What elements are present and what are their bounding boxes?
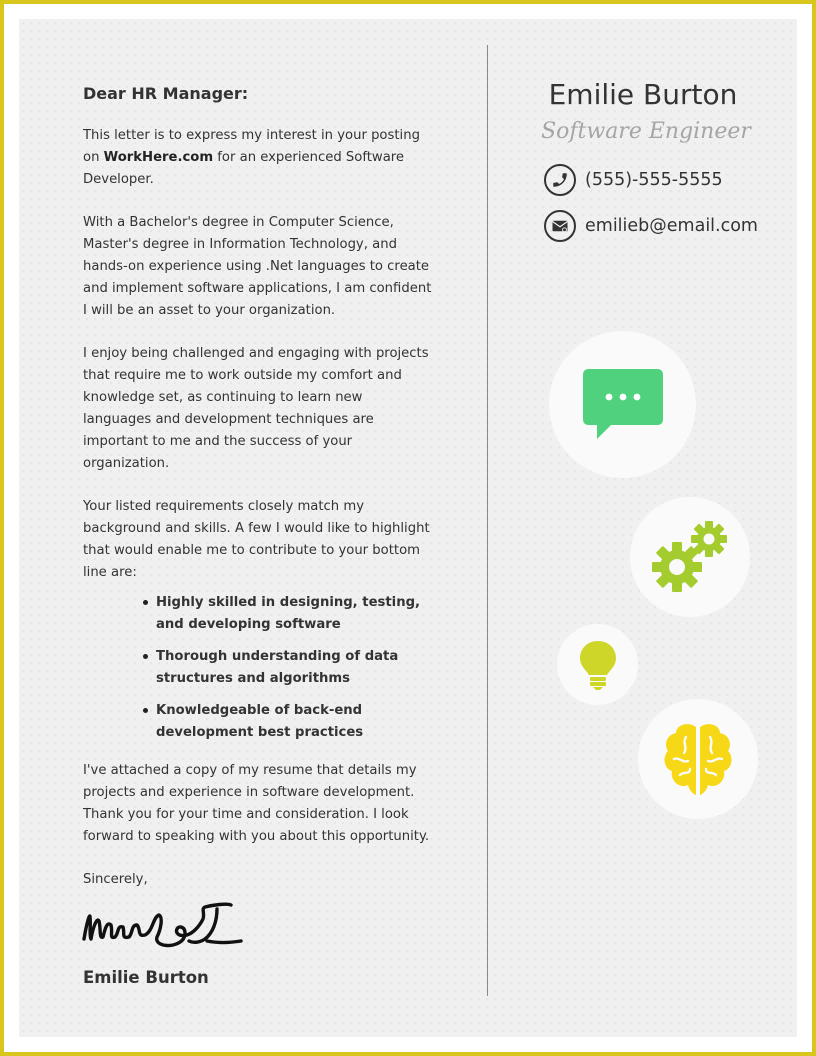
highlight-item: Knowledgeable of back-end development best practices	[156, 700, 433, 744]
lightbulb-icon	[578, 639, 618, 691]
highlights-list	[83, 592, 433, 744]
paragraph-1-text-end: for an experienced Software Developer.	[83, 150, 405, 187]
signer-name: Emilie Burton	[83, 968, 209, 987]
phone-contact	[544, 164, 723, 196]
paragraph-1-text: This letter is to express my interest in your posting on	[83, 128, 420, 165]
column-divider	[487, 45, 488, 996]
highlight-item: Thorough understanding of data structures and algorithms	[156, 646, 433, 690]
highlight-item: Highly skilled in designing, testing, and developing software	[156, 592, 433, 636]
paragraph-4: Your listed requirements closely match my background and skills. A few I would like to highlight that would enable me to contribute to your bottom line are:	[83, 499, 430, 580]
closing: Sincerely,	[83, 872, 148, 887]
paragraph-2: With a Bachelor's degree in Computer Science, Master's degree in Information Technology, and hands-on experience using .Net languages to create and implement software applications, I am confident I will be an asset to your organization.	[83, 215, 432, 318]
cover-letter-body	[83, 83, 433, 989]
profile-name: Emilie Burton	[548, 78, 738, 111]
paragraph-5: I've attached a copy of my resume that details my projects and experience in software development. Thank you for your time and consideration. I look forward to speaking with you about this opportunity.	[83, 763, 430, 844]
gears-badge	[630, 497, 750, 617]
brain-icon	[662, 721, 734, 797]
paragraph-3: I enjoy being challenged and engaging with projects that require me to work outside my comfort and knowledge set, as continuing to learn new languages and development techniques are important to me and the success of your organization.	[83, 346, 429, 471]
salutation: Dear HR Manager:	[83, 84, 249, 103]
profile-title: Software Engineer	[541, 119, 751, 144]
phone-number: (555)-555-5555	[585, 170, 723, 190]
gears-icon	[647, 517, 733, 597]
email-address: emilieb@email.com	[585, 216, 758, 236]
brain-badge	[638, 699, 758, 819]
handwritten-signature	[81, 899, 433, 961]
lightbulb-badge	[557, 624, 638, 705]
email-contact	[544, 210, 758, 242]
chat-bubble-icon	[581, 367, 665, 443]
paragraph-1	[83, 125, 433, 191]
website-name: WorkHere.com	[103, 150, 214, 165]
email-icon	[544, 210, 576, 242]
chat-bubble-badge	[549, 331, 696, 478]
phone-icon	[544, 164, 576, 196]
